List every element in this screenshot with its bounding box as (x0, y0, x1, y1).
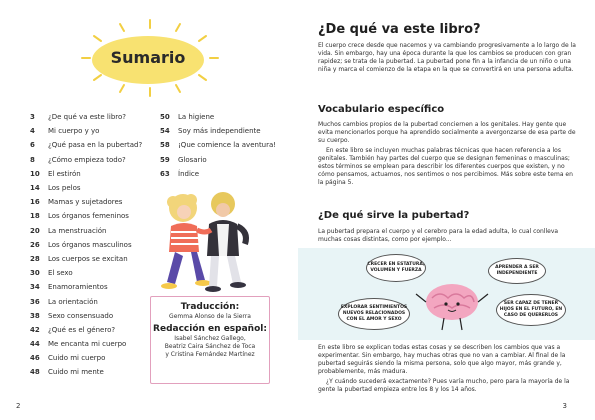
toc-page-number: 34 (30, 283, 40, 292)
sun-rays-icon (80, 18, 220, 100)
toc-page-number: 50 (160, 113, 170, 122)
toc-entry (160, 153, 280, 167)
toc-entry-title: La menstruación (48, 226, 107, 235)
toc-page-number: 8 (30, 155, 35, 164)
editor-line: Beatriz Caira Sánchez de Toca (164, 343, 256, 350)
heading-vocabulary: Vocabulario específico (318, 104, 445, 115)
toc-page-number: 54 (160, 127, 170, 136)
translator-name: Gemma Alonso de la Sierra (169, 313, 251, 320)
toc-entry-title: ¿Cómo empieza todo? (48, 155, 126, 164)
toc-page-number: 28 (30, 254, 40, 263)
toc-entry (30, 167, 155, 181)
toc-entry-title: Mamas y sujetadores (48, 198, 123, 207)
bubble-children: SER CAPAZ DE TENER HIJOS EN EL FUTURO, EN CASO DE QUERERLOS (496, 294, 566, 326)
toc-entry (30, 238, 155, 252)
toc-page-number: 36 (30, 297, 40, 306)
toc-entry-title: Soy más independiente (178, 127, 261, 136)
vocab-paragraph-2: En este libro se incluyen muchas palabras técnicas que hacen referencia a los genitales. También hay partes del cuerpo que se designan femeninas o masculinas; estos términos se emplean para describir los diferentes cuerpos que existen, y no cómo pensamos, actuamos, nos sentimos o nos percibimos. Más sobre este tema en la página 5. (318, 147, 573, 186)
toc-entry-title: Los cuerpos se excitan (48, 254, 128, 263)
toc-entry (30, 266, 155, 280)
toc-entry-title: La higiene (178, 113, 215, 122)
toc-entry (160, 138, 280, 152)
toc-entry (30, 323, 155, 337)
toc-entry-title: ¿De qué va este libro? (48, 113, 126, 122)
toc-entry (30, 280, 155, 294)
brain-character-icon (412, 278, 492, 332)
heading-what-is-book: ¿De qué va este libro? (318, 22, 481, 37)
toc-entry-title: Enamoramientos (48, 283, 108, 292)
two-friends-illustration (145, 186, 260, 302)
bubble-independent: APRENDER A SER INDEPENDIENTE (488, 258, 546, 284)
vocab-paragraph-1: Muchos cambios propios de la pubertad conciernen a los genitales. Hay gente que evita mencionarlos porque ha aprendido socialmente a avergonzarse de esa parte de su cuerpo. (318, 121, 576, 144)
toc-page-number: 58 (160, 141, 170, 150)
toc-entry-title: ¿Qué pasa en la pubertad? (48, 141, 143, 150)
bubble-grow: CRECER EN ESTATURA, VOLUMEN Y FUERZA (366, 254, 426, 282)
toc-entry-title: El sexo (48, 269, 73, 278)
heading-purpose: ¿De qué sirve la pubertad? (318, 210, 470, 221)
toc-entry (30, 337, 155, 351)
bubble-feelings: EXPLORAR SENTIMIENTOS NUEVOS RELACIONADOS CON EL AMOR Y SEXO (338, 298, 410, 330)
page-number-left: 2 (16, 402, 21, 410)
toc-column-left (30, 110, 155, 380)
toc-entry-title: Mi cuerpo y yo (48, 127, 100, 136)
toc-entry-title: Los órganos femeninos (48, 212, 129, 221)
toc-entry (30, 224, 155, 238)
toc-entry-title: Cuido mi cuerpo (48, 354, 106, 363)
toc-entry (160, 124, 280, 138)
page-title: Sumario (110, 48, 186, 67)
toc-page-number: 46 (30, 354, 40, 363)
page-number-right: 3 (562, 402, 567, 410)
closing-paragraph-1: En este libro se explican todas estas cosas y se describen los cambios que vas a experimentar. Sin embargo, hay muchas otras que no van a cambiar. Al final de la pubertad seguirás siendo la misma persona, solo que algo mayor, más grande y, probablemente, más madura. (318, 344, 566, 375)
toc-page-number: 4 (30, 127, 35, 136)
toc-entry-title: ¿Qué es el género? (48, 325, 116, 334)
toc-entry (30, 365, 155, 379)
toc-page-number: 63 (160, 169, 170, 178)
toc-entry-title: ¡Que comience la aventura! (178, 141, 277, 150)
toc-page-number: 3 (30, 113, 35, 122)
toc-page-number: 42 (30, 325, 40, 334)
editorial-heading: Redacción en español: (153, 324, 267, 334)
toc-page-number: 18 (30, 212, 40, 221)
toc-entry (160, 110, 280, 124)
editor-line: Isabel Sánchez Gallego, (174, 335, 246, 342)
toc-entry-title: Los órganos masculinos (48, 240, 132, 249)
toc-entry (30, 138, 155, 152)
toc-entry (30, 110, 155, 124)
toc-page-number: 10 (30, 169, 40, 178)
toc-entry-title: Me encanta mi cuerpo (48, 340, 127, 349)
toc-entry (30, 181, 155, 195)
toc-entry (30, 124, 155, 138)
toc-entry-title: Los pelos (48, 184, 81, 193)
toc-column-right (160, 110, 280, 181)
toc-page-number: 59 (160, 155, 170, 164)
toc-entry (30, 153, 155, 167)
translation-heading: Traducción: (180, 302, 240, 312)
toc-entry-title: Glosario (178, 155, 207, 164)
purpose-paragraph: La pubertad prepara el cuerpo y el cerebro para la edad adulta, lo cual conlleva muchas cosas distintas, como por ejemplo... (318, 228, 559, 243)
intro-paragraph: El cuerpo crece desde que nacemos y va cambiando progresivamente a lo largo de la vida. Sin embargo, hay una época durante la que los cambios se producen con gran rapidez; se trata de la pubertad. La pubertad pone fin a la infancia de un niño o una niña y marca el comienzo de la etapa en la que se convertirá en una persona adulta. (318, 42, 576, 73)
toc-entry (30, 252, 155, 266)
toc-page-number: 30 (30, 269, 40, 278)
toc-page-number: 14 (30, 184, 40, 193)
toc-entry-title: El estirón (48, 169, 81, 178)
toc-entry-title: Sexo consensuado (48, 311, 114, 320)
toc-entry (30, 209, 155, 223)
editor-line: y Cristina Fernández Martínez (165, 351, 255, 358)
toc-entry (30, 294, 155, 308)
toc-page-number: 20 (30, 226, 40, 235)
toc-entry-title: Cuido mi mente (48, 368, 104, 377)
toc-entry-title: Índice (178, 169, 200, 178)
toc-entry (160, 167, 280, 181)
toc-page-number: 48 (30, 368, 40, 377)
right-page (298, 0, 595, 420)
toc-page-number: 6 (30, 141, 35, 150)
toc-page-number: 26 (30, 240, 40, 249)
toc-entry (30, 351, 155, 365)
closing-paragraph-2: ¿Y cuándo sucederá exactamente? Pues varía mucho, pero para la mayoría de la gente la pubertad empieza entre los 8 y los 14 años. (318, 378, 570, 393)
toc-entry (30, 309, 155, 323)
toc-entry (30, 195, 155, 209)
toc-page-number: 38 (30, 311, 40, 320)
toc-page-number: 44 (30, 340, 40, 349)
credits-box (150, 296, 270, 384)
bubble-diagram (298, 248, 595, 340)
toc-entry-title: La orientación (48, 297, 98, 306)
toc-page-number: 16 (30, 198, 40, 207)
